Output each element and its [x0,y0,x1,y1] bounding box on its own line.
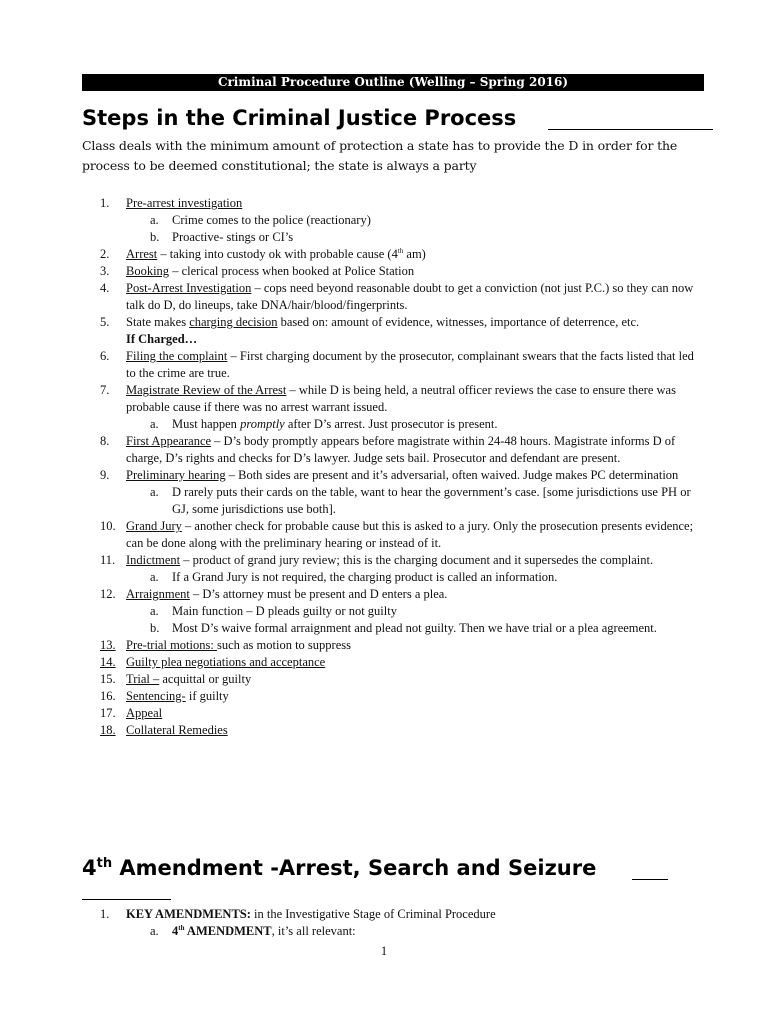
item-rest: based on: amount of evidence, witnesses, importance of deterrence, etc. [277,315,640,329]
list-item [0,671,768,688]
item-text [126,688,706,705]
item-term: Collateral Remedies [126,723,228,737]
item-text [126,586,706,603]
list-item [0,433,768,467]
item-text [126,552,706,569]
sub-number: a. [150,485,159,499]
sub-body: Most D’s waive formal arraignment and plead not guilty. Then we have trial or a plea agreement. [172,621,657,635]
item-text [126,637,706,654]
sub-body: after D’s arrest. Just prosecutor is present. [284,417,498,431]
item-text [126,280,706,314]
sub-text [172,569,702,586]
page-number: 1 [380,944,388,958]
sub-number: b. [150,621,160,635]
item-text [126,671,706,688]
section-heading-fourth-amendment: 4th Amendment -Arrest, Search and Seizure [82,856,597,880]
item-number: 6. [100,349,110,363]
item-rest: if guilty [185,689,229,703]
sub-pre: Must happen [172,417,241,431]
list-item [0,314,768,331]
sub-text [172,620,702,637]
list-item [0,195,768,212]
sub-item [0,484,768,518]
item-text [126,654,706,671]
list-item [0,637,768,654]
sub-body: If a Grand Jury is not required, the charging product is called an information. [172,570,558,584]
item-number: 11. [100,553,116,567]
item-rest: in the Investigative Stage of Criminal Procedure [250,907,496,921]
short-rule [82,899,171,900]
item-number: a. [150,924,159,938]
sub-number: a. [150,570,159,584]
list-item [0,654,768,671]
charged-note [0,331,768,348]
item-number: 16. [100,689,116,703]
item-rest: – cops need beyond reasonable doubt to get a conviction (not just P.C.) so they can now talk do D, do lineups, take DNA/hair/blood/fingerprints. [126,281,694,312]
sub-body: Proactive- stings or CI’s [172,230,294,244]
intro-paragraph: Class deals with the minimum amount of protection a state has to provide the D in order for the process to be deemed constitutional; the state is always a party [82,138,678,173]
sub-body: D rarely puts their cards on the table, want to hear the government’s case. [some jurisdictions use PH or GJ, some jurisdictions use both]. [172,485,691,516]
item-number: 5. [100,315,110,329]
section-heading-steps: Steps in the Criminal Justice Process [82,106,517,130]
item-rest: – Both sides are present and it’s adversarial, often waived. Judge makes PC determination [225,468,679,482]
steps-outline [0,195,768,739]
item-number: 3. [100,264,110,278]
item-text [126,195,706,212]
item-text [172,923,702,940]
item-term: Grand Jury [126,519,182,533]
item-after: am) [403,247,426,261]
item-term: Booking [126,264,170,278]
sub-body: Crime comes to the police (reactionary) [172,213,371,227]
note-text: If Charged… [126,332,198,346]
item-text [126,314,706,331]
item-term: Arraignment [126,587,190,601]
item-number: 1. [100,907,110,921]
list-item [0,688,768,705]
list-item [0,263,768,280]
item-number: 7. [100,383,110,397]
item-number: 4. [100,281,110,295]
sub-text [172,603,702,620]
item-term: Sentencing- [126,689,186,703]
item-text [126,722,706,739]
item-term: Magistrate Review of the Arrest [126,383,287,397]
item-number: 14. [100,655,116,669]
sub-item [0,620,768,637]
item-rest: – D’s body promptly appears before magistrate within 24-48 hours. Magistrate informs D of charge, D’s rights and checks for D’s lawyer. Judge sets bail. Prosecutor and defendant are present. [126,434,676,465]
item-text [126,263,706,280]
sub-italic: promptly [240,417,285,431]
item-number: 17. [100,706,116,720]
item-term: Post-Arrest Investigation [126,281,252,295]
item-sup: th [397,247,404,255]
list-item [0,552,768,569]
list-item [0,280,768,314]
item-bold-sup: th [178,924,185,932]
item-term: Pre-trial motions: [126,638,217,652]
item-number: 1. [100,196,110,210]
item-rest: acquittal or guilty [159,672,252,686]
item-number: 8. [100,434,110,448]
item-text [126,705,706,722]
item-bold: KEY AMENDMENTS: [126,907,251,921]
item-rest: – clerical process when booked at Police Station [169,264,415,278]
item-term: First Appearance [126,434,212,448]
item-number: 15. [100,672,116,686]
list-item [0,722,768,739]
item-pre: State makes [126,315,190,329]
sub-text [172,229,702,246]
heading-rule [548,129,713,130]
list-item [0,586,768,603]
item-rest: – D’s attorney must be present and D enters a plea. [189,587,448,601]
sub-text [172,212,702,229]
item-rest: – while D is being held, a neutral officer reviews the case to ensure there was probable cause if there was no arrest warrant issued. [126,383,676,414]
sub-number: a. [150,417,159,431]
fourth-amendment-outline [0,906,768,940]
item-number: 12. [100,587,116,601]
sub-item [0,569,768,586]
item-term: Pre-arrest investigation [126,196,243,210]
list-item [0,467,768,484]
item-text [126,518,706,552]
sub-body: Main function – D pleads guilty or not guilty [172,604,397,618]
item-term: Preliminary hearing [126,468,226,482]
item-number: 2. [100,247,110,261]
item-term: charging decision [189,315,278,329]
list-item [0,923,768,940]
item-term: Indictment [126,553,181,567]
list-item [0,705,768,722]
item-bold: AMENDMENT [184,924,272,938]
item-rest: – product of grand jury review; this is the charging document and it supersedes the complaint. [180,553,654,567]
list-item [0,246,768,263]
item-term: Filing the complaint [126,349,228,363]
list-item [0,382,768,416]
item-rest: – taking into custody ok with probable cause (4 [157,247,398,261]
item-term: Appeal [126,706,163,720]
item-text [126,382,706,416]
item-rest: – First charging document by the prosecutor, complainant swears that the facts listed that led to the crime are true. [126,349,694,380]
item-rest: , it’s all relevant: [271,924,356,938]
sub-item [0,229,768,246]
item-rest: such as motion to suppress [216,638,351,652]
sub-item [0,603,768,620]
item-text [126,246,706,263]
list-item [0,348,768,382]
item-text [126,348,706,382]
sub-number: b. [150,230,160,244]
item-term: Arrest [126,247,158,261]
item-bold-pre: 4 [172,924,179,938]
list-item [0,906,768,923]
item-term: Trial – [126,672,160,686]
sub-item [0,416,768,433]
item-number: 13. [100,638,116,652]
item-text [126,467,706,484]
sub-text [172,484,702,518]
item-text [126,906,706,923]
item-number: 10. [100,519,116,533]
sub-text [172,416,702,433]
item-text [126,433,706,467]
list-item [0,518,768,552]
item-number: 18. [100,723,116,737]
document-header-bar: Criminal Procedure Outline (Welling – Spring 2016) [82,74,704,91]
sub-item [0,212,768,229]
item-number: 9. [100,468,110,482]
sub-number: a. [150,604,159,618]
sub-number: a. [150,213,159,227]
heading-rule [632,879,668,880]
item-term: Guilty plea negotiations and acceptance [126,655,326,669]
item-rest: – another check for probable cause but this is asked to a jury. Only the prosecution presents evidence; can be done along with the preliminary hearing or instead of it. [126,519,694,550]
